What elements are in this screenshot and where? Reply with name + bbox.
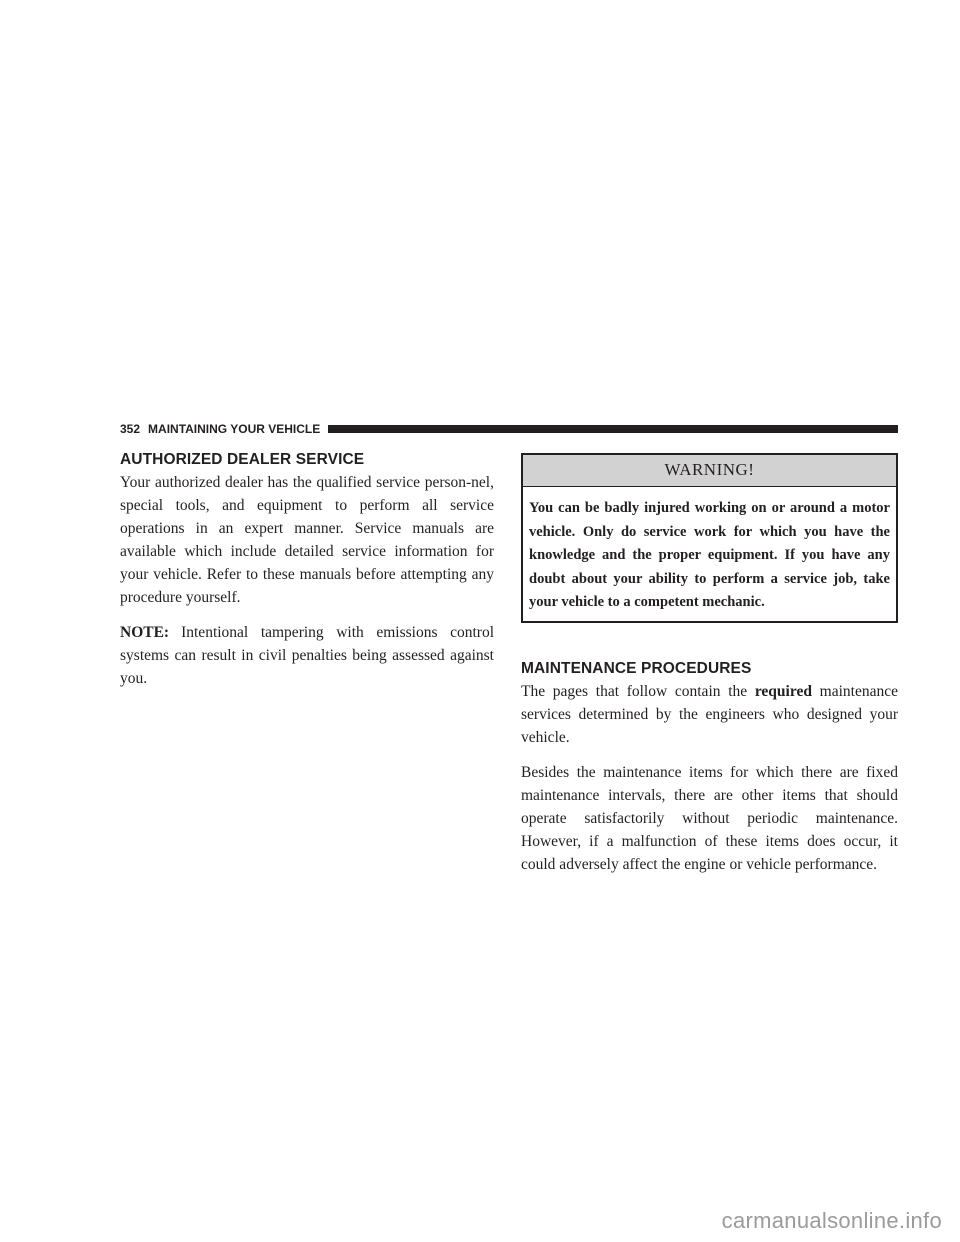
- left-column: [120, 451, 494, 702]
- warning-title: WARNING!: [523, 455, 896, 487]
- maintenance-para-2: Besides the maintenance items for which there are fixed maintenance intervals, there are other items that should operate satisfactorily without periodic maintenance. However, if a malfunction of these items does occur, it could adversely affect the engine or vehicle performance.: [521, 763, 898, 873]
- watermark: carmanualsonline.info: [721, 1208, 942, 1233]
- note-text: Intentional tampering with emissions control systems can result in civil penalties being assessed against you.: [120, 624, 494, 687]
- maintenance-para-1: [521, 680, 898, 749]
- maintenance-procedures-heading: MAINTENANCE PROCEDURES: [521, 659, 752, 677]
- note-paragraph: [120, 621, 494, 690]
- header-rule: [328, 425, 898, 433]
- section-title: MAINTAINING YOUR VEHICLE: [148, 422, 321, 436]
- note-label: NOTE:: [120, 624, 170, 641]
- para1-start: The pages that follow contain the: [521, 682, 755, 700]
- para1-required: required: [754, 682, 812, 700]
- page-header: [120, 422, 898, 436]
- page-number: 352: [120, 422, 141, 436]
- warning-body: You can be badly injured working on or around a motor vehicle. Only do service work for which you have the knowledge and the proper equipment. If you have any doubt about your ability to perform a service job, take your vehicle to a competent mechanic.: [529, 500, 890, 610]
- right-column: [521, 451, 898, 888]
- authorized-service-heading: AUTHORIZED DEALER SERVICE: [120, 451, 365, 468]
- para1-end: maintenance services determined by the engineers who designed your vehicle.: [521, 682, 898, 746]
- warning-box: [521, 453, 898, 623]
- authorized-service-body: Your authorized dealer has the qualified service person-nel, special tools, and equipment to perform all service operations in an expert manner. Service manuals are available which include detailed service information for your vehicle. Refer to these manuals before attempting any procedure yourself.: [120, 474, 494, 606]
